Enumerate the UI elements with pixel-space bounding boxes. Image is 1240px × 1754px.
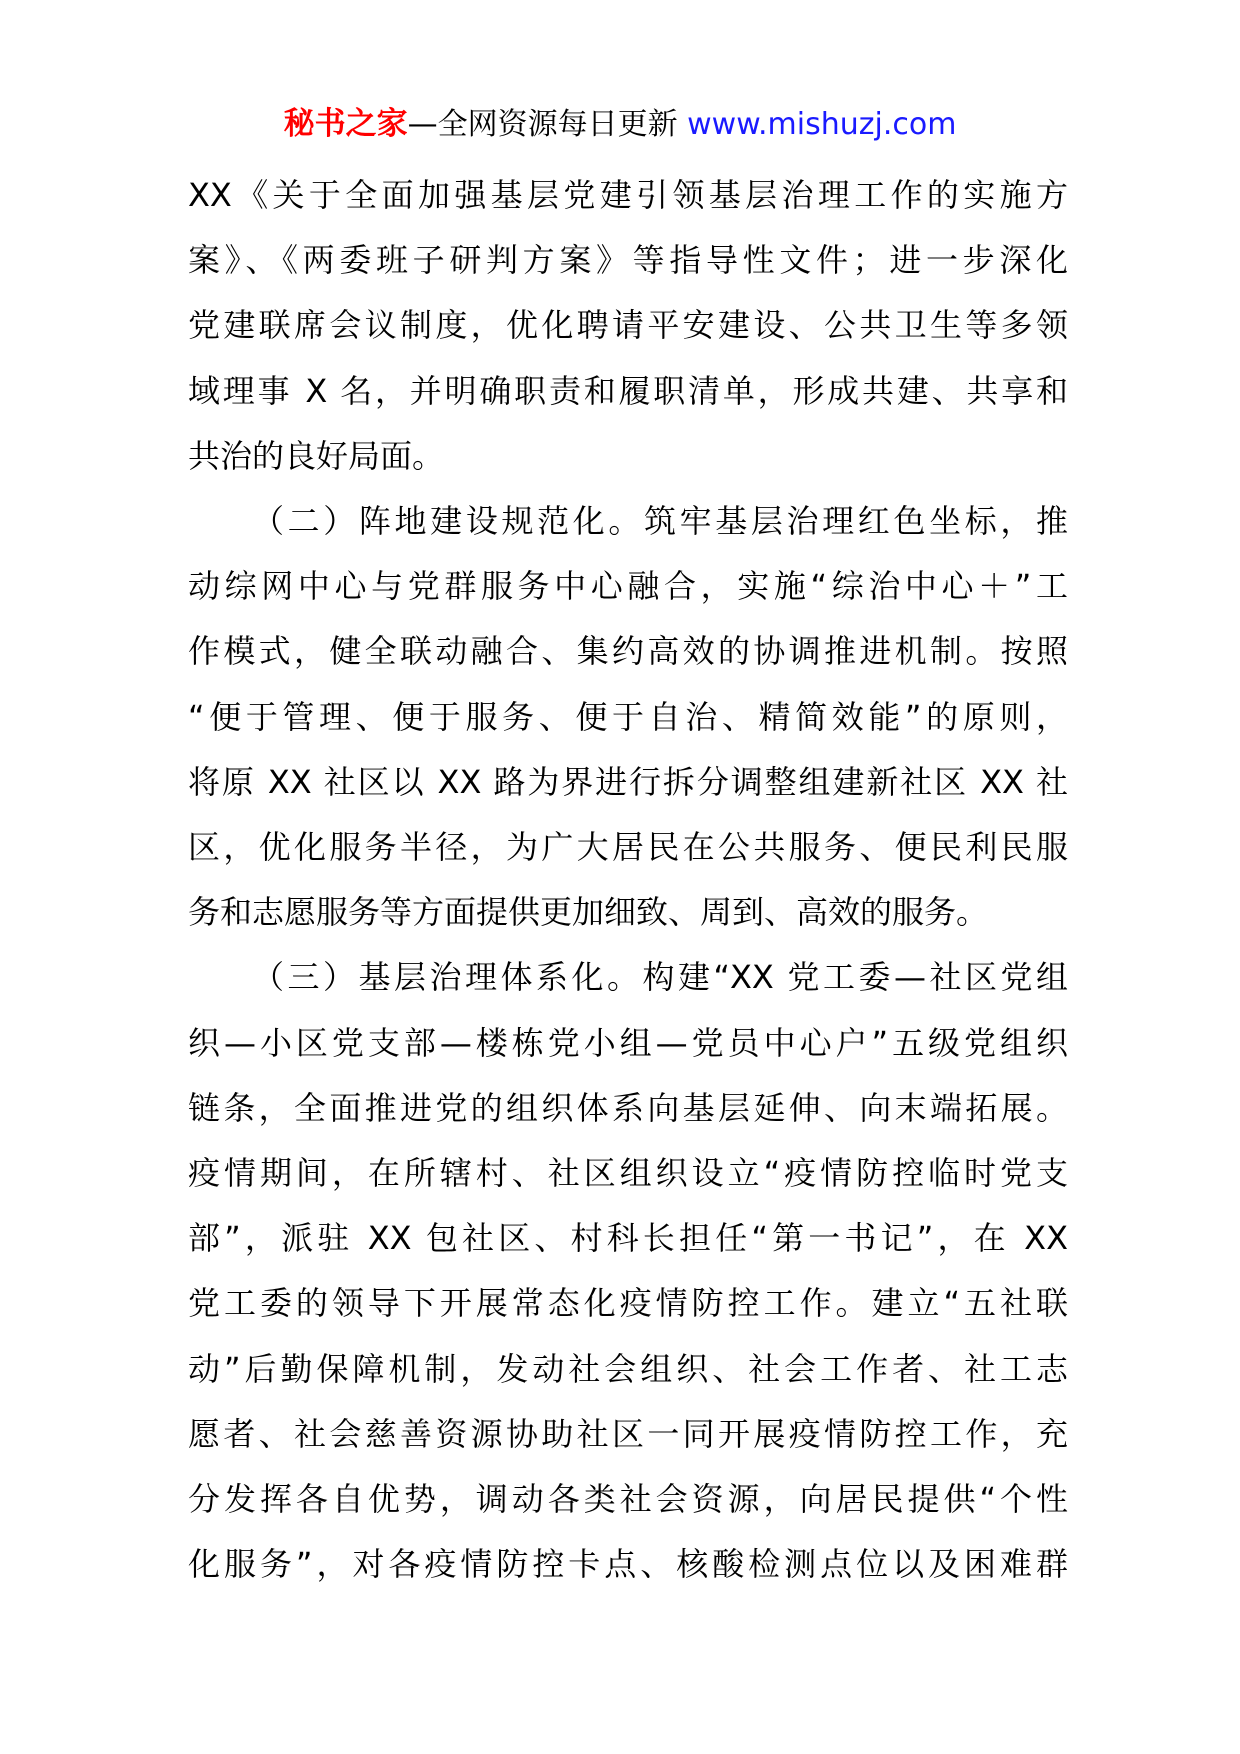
text-line: 党建联席会议制度，优化聘请平安建设、公共卫生等多领 [188,306,1068,345]
text-line: 疫情期间，在所辖村、社区组织设立“疫情防控临时党支 [188,1154,1068,1193]
paragraph-1 [188,163,1068,489]
document-body [188,163,1068,1597]
text-line: 作模式，健全联动融合、集约高效的协调推进机制。按照 [188,632,1068,671]
text-line: 织—小区党支部—楼栋党小组—党员中心户”五级党组织 [188,1023,1068,1062]
text-line: 分发挥各自优势，调动各类社会资源，向居民提供“个性 [188,1480,1068,1519]
paragraph-3 [188,945,1068,1597]
text-line: 部”，派驻 XX 包社区、村科长担任“第一书记”，在 XX [188,1219,1068,1258]
text-line: 动”后勤保障机制，发动社会组织、社会工作者、社工志 [188,1349,1068,1388]
header-tagline: —全网资源每日更新 [407,107,688,142]
brand-name: 秘书之家 [283,106,408,142]
page-header [0,100,1240,149]
text-line: 务和志愿服务等方面提供更加细致、周到、高效的服务。 [188,893,989,932]
site-url-link[interactable]: www.mishuzj.com [687,107,957,142]
text-line: 域理事 X 名，并明确职责和履职清单，形成共建、共享和 [188,371,1068,410]
text-line: XX《关于全面加强基层党建引领基层治理工作的实施方 [188,176,1068,214]
text-line: 将原 XX 社区以 XX 路为界进行拆分调整组建新社区 XX 社 [188,762,1068,801]
text-line: 案》、《两委班子研判方案》等指导性文件；进一步深化 [188,241,1068,280]
text-line: 共治的良好局面。 [188,436,445,475]
text-line: 动综网中心与党群服务中心融合，实施“综治中心＋”工 [188,567,1068,606]
text-line: 党工委的领导下开展常态化疫情防控工作。建立“五社联 [188,1284,1068,1323]
text-line: 化服务”，对各疫情防控卡点、核酸检测点位以及困难群 [188,1545,1068,1584]
text-line: （二）阵地建设规范化。筑牢基层治理红色坐标，推 [252,502,1068,541]
text-line: 链条，全面推进党的组织体系向基层延伸、向末端拓展。 [188,1088,1068,1127]
text-line: （三）基层治理体系化。构建“XX 党工委—社区党组 [252,958,1068,997]
text-line: “便于管理、便于服务、便于自治、精简效能”的原则， [188,697,1068,736]
text-line: 愿者、社会慈善资源协助社区一同开展疫情防控工作，充 [188,1414,1068,1453]
paragraph-2 [188,489,1068,945]
text-line: 区，优化服务半径，为广大居民在公共服务、便民利民服 [188,828,1068,867]
